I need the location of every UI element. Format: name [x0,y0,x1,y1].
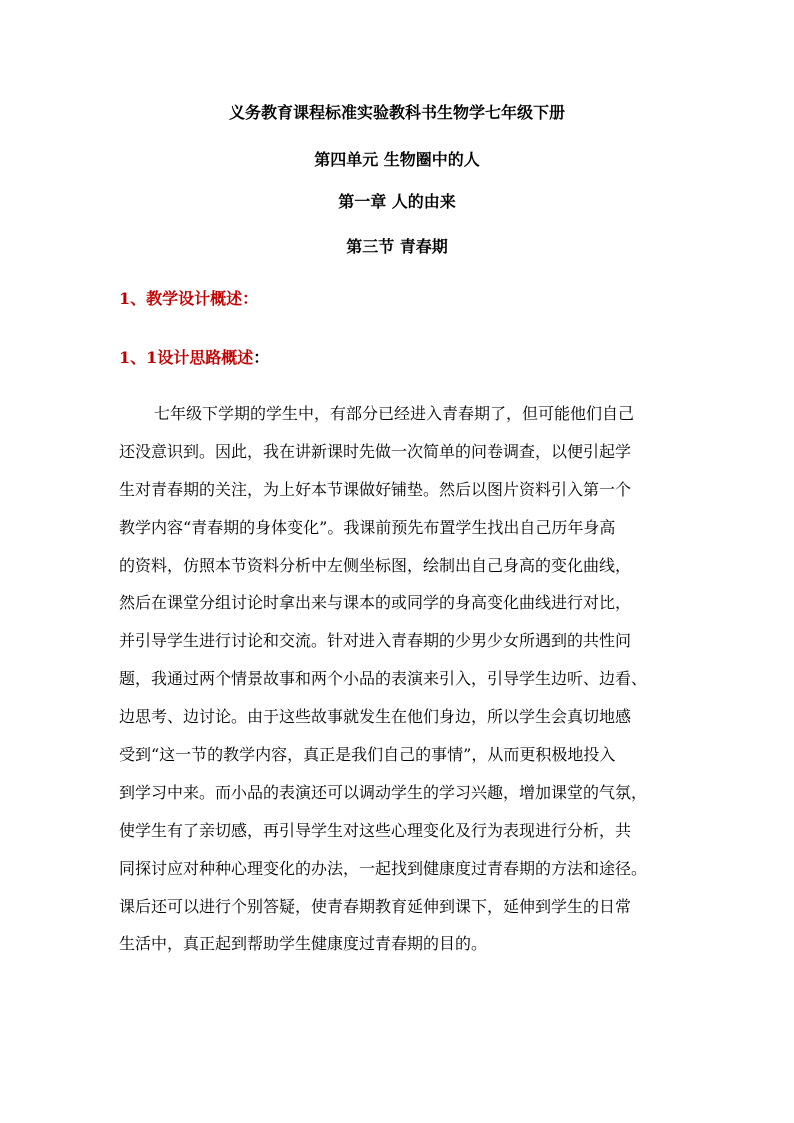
heading-colon: ： [242,289,259,308]
paragraph-line: 教学内容“青春期的身体变化”。我课前预先布置学生找出自己历年身高 [119,517,616,537]
paragraph-line: 然后在课堂分组讨论时拿出来与课本的或同学的身高变化曲线进行对比， [119,593,632,613]
paragraph-line: 课后还可以进行个别答疑，使青春期教育延伸到课下，延伸到学生的日常 [119,896,632,916]
paragraph-line: 七年级下学期的学生中，有部分已经进入青春期了，但可能他们自己 [154,404,635,423]
paragraph-line: 题，我通过两个情景故事和两个小品的表演来引入，引导学生边听、边看、 [119,669,648,689]
paragraph-line: 使学生有了亲切感，再引导学生对这些心理变化及行为表现进行分析，共 [119,820,632,840]
chapter-title: 第一章 人的由来 [338,192,456,211]
heading-design-idea-overview [119,348,269,368]
paragraph-line: 生活中，真正起到帮助学生健康度过青春期的目的。 [119,934,488,954]
paragraph-line: 受到“这一节的教学内容，真正是我们自己的事情”，从而更积极地投入 [119,745,616,765]
body-paragraph [119,404,679,972]
section-title: 第三节 青春期 [346,237,448,256]
heading-teaching-design-overview [119,289,258,309]
unit-title: 第四单元 生物圈中的人 [314,150,480,169]
heading-colon: ： [253,348,270,367]
textbook-title: 义务教育课程标准实验教科书生物学七年级下册 [228,103,565,122]
heading-text: 1、教学设计概述 [119,289,243,308]
paragraph-line: 同探讨应对种种心理变化的办法，一起找到健康度过青春期的方法和途径。 [119,858,648,878]
paragraph-line: 生对青春期的关注，为上好本节课做好铺垫。然后以图片资料引入第一个 [119,479,632,499]
paragraph-line: 还没意识到。因此，我在讲新课时先做一次简单的问卷调查，以便引起学 [119,441,632,461]
heading-text: 1、1设计思路概述 [119,348,254,367]
paragraph-line: 到学习中来。而小品的表演还可以调动学生的学习兴趣，增加课堂的气氛， [119,782,648,802]
paragraph-line: 并引导学生进行讨论和交流。针对进入青春期的少男少女所遇到的共性问 [119,631,632,651]
paragraph-line: 的资料，仿照本节资料分析中左侧坐标图，绘制出自己身高的变化曲线， [119,555,632,575]
paragraph-line: 边思考、边讨论。由于这些故事就发生在他们身边，所以学生会真切地感 [119,707,632,727]
